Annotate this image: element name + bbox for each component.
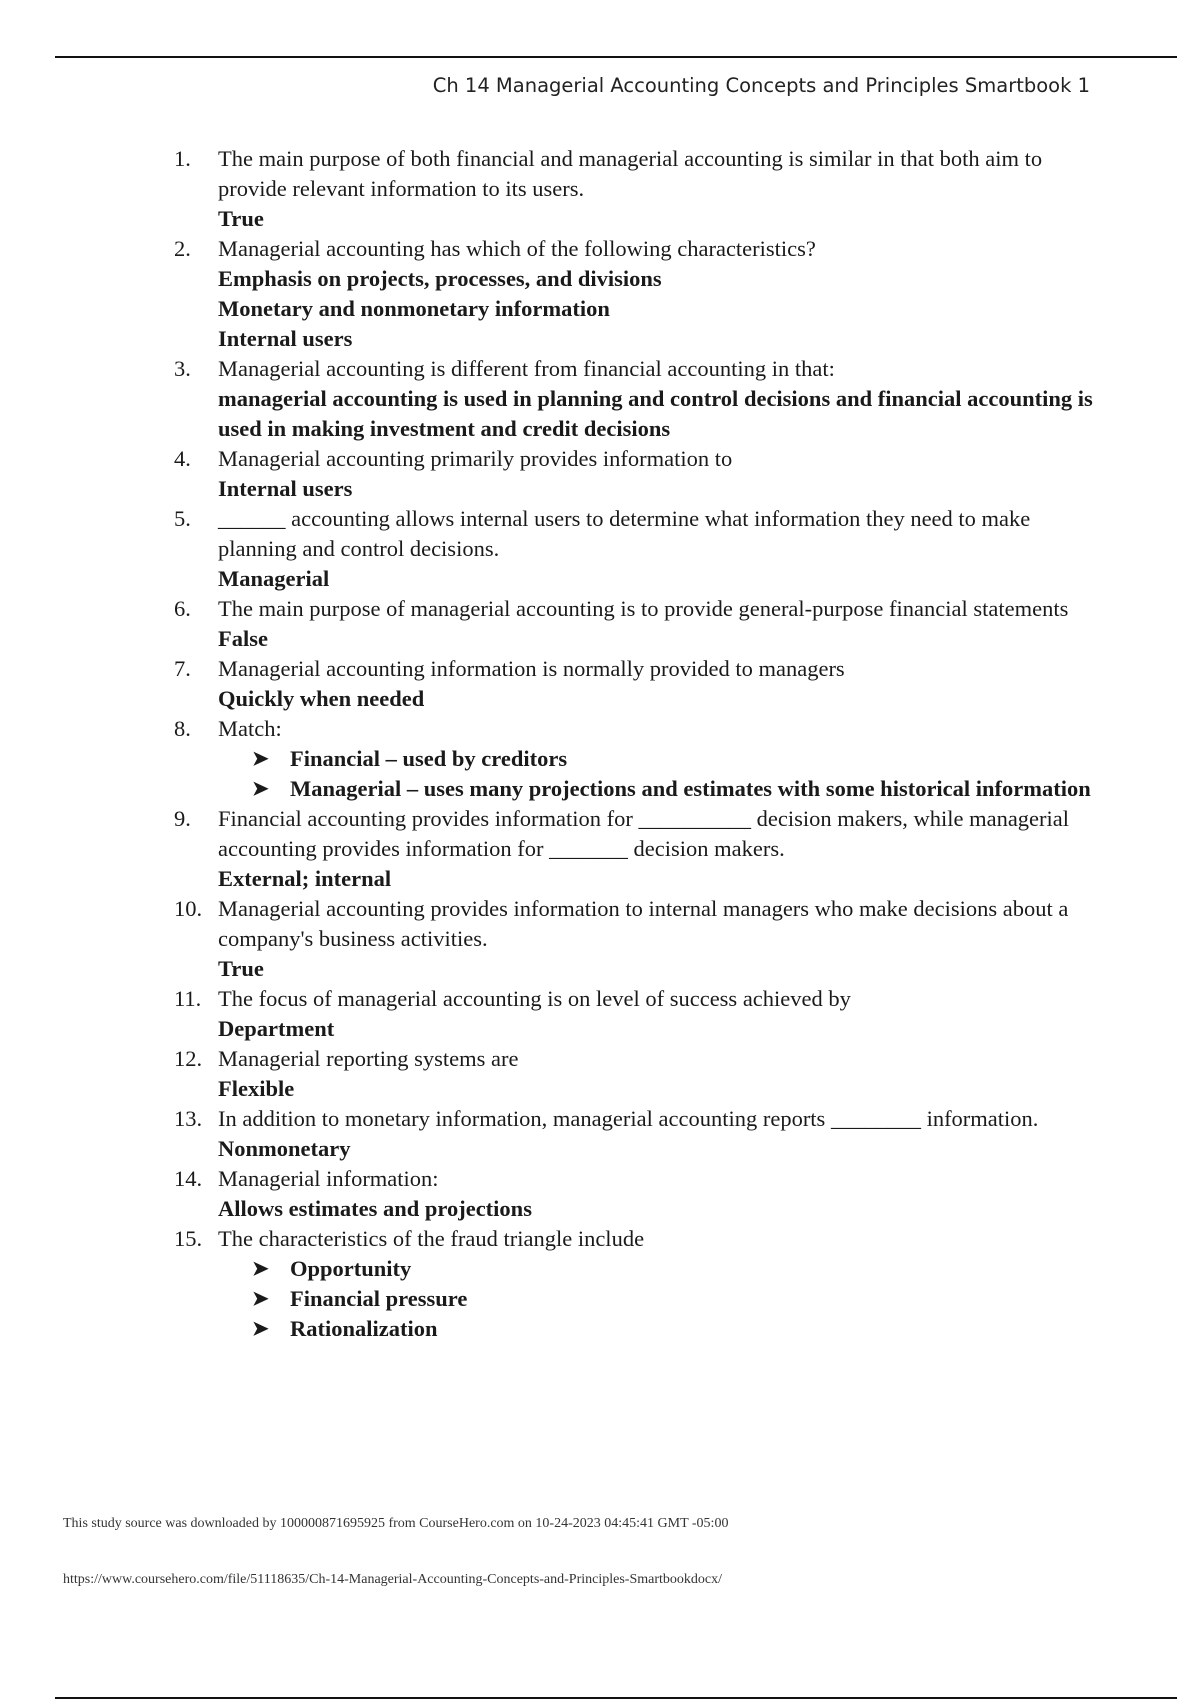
answer-bullet-text: Opportunity — [290, 1256, 412, 1281]
answer-text: Monetary and nonmonetary information — [218, 296, 610, 321]
bottom-rule — [55, 1697, 1177, 1699]
question-number: 12. — [174, 1046, 203, 1071]
question-item — [174, 144, 1098, 234]
question-item — [174, 444, 1098, 504]
question-item — [174, 594, 1098, 654]
answer-text: Flexible — [218, 1076, 295, 1101]
question-list — [174, 144, 1098, 1344]
source-url: https://www.coursehero.com/file/51118635/Ch-14-Managerial-Accounting-Concepts-and-Principles-Smartbookdocx/ — [63, 1572, 723, 1587]
answer-bullet-item — [218, 1314, 1098, 1344]
answer-text: Internal users — [218, 326, 353, 351]
question-text: The main purpose of both financial and managerial accounting is similar in that both aim to provide relevant information to its users. — [218, 146, 1043, 201]
question-number: 3. — [174, 356, 191, 381]
arrow-bullet-icon: ➤ — [252, 1258, 269, 1280]
question-text: Managerial accounting primarily provides information to — [218, 446, 733, 471]
answer-bullet-item — [218, 1254, 1098, 1284]
arrow-bullet-icon: ➤ — [252, 778, 269, 800]
answer-bullet-item — [218, 774, 1098, 804]
question-text: Managerial accounting information is normally provided to managers — [218, 656, 845, 681]
question-number: 8. — [174, 716, 191, 741]
question-number: 1. — [174, 146, 191, 171]
arrow-bullet-icon: ➤ — [252, 1318, 269, 1340]
question-item — [174, 654, 1098, 714]
question-item — [174, 1164, 1098, 1224]
question-number: 10. — [174, 896, 203, 921]
answer-text: Managerial — [218, 566, 330, 591]
question-item — [174, 1044, 1098, 1104]
question-number: 2. — [174, 236, 191, 261]
question-item — [174, 1104, 1098, 1164]
answer-bullet-list — [218, 1254, 1098, 1344]
answer-text: External; internal — [218, 866, 392, 891]
question-text: The characteristics of the fraud triangle include — [218, 1226, 645, 1251]
answer-bullet-item — [218, 1284, 1098, 1314]
answer-text: Emphasis on projects, processes, and divisions — [218, 266, 662, 291]
question-number: 13. — [174, 1106, 203, 1131]
answer-text: Allows estimates and projections — [218, 1196, 532, 1221]
question-number: 5. — [174, 506, 191, 531]
question-item — [174, 1224, 1098, 1344]
question-item — [174, 714, 1098, 804]
answer-text: Quickly when needed — [218, 686, 425, 711]
question-text: Match: — [218, 716, 282, 741]
answer-text: managerial accounting is used in planning and control decisions and financial accounting is used in making investment and credit decisions — [218, 386, 1093, 441]
arrow-bullet-icon: ➤ — [252, 1288, 269, 1310]
question-number: 11. — [174, 986, 202, 1011]
question-text: Managerial accounting is different from financial accounting in that: — [218, 356, 835, 381]
question-number: 9. — [174, 806, 191, 831]
question-number: 6. — [174, 596, 191, 621]
download-source-note: This study source was downloaded by 100000871695925 from CourseHero.com on 10-24-2023 04:45:41 GMT -05:00 — [63, 1516, 729, 1531]
answer-text: Nonmonetary — [218, 1136, 351, 1161]
question-number: 14. — [174, 1166, 203, 1191]
question-item — [174, 354, 1098, 444]
answer-bullet-list — [218, 744, 1098, 804]
page-header-title: Ch 14 Managerial Accounting Concepts and Principles Smartbook 1 — [432, 74, 1090, 97]
answer-text: Department — [218, 1016, 335, 1041]
question-number: 15. — [174, 1226, 203, 1251]
answer-text: False — [218, 626, 268, 651]
question-text: The main purpose of managerial accounting is to provide general-purpose financial statements — [218, 596, 1069, 621]
answer-text: True — [218, 206, 264, 231]
question-text: Managerial accounting has which of the following characteristics? — [218, 236, 816, 261]
answer-bullet-text: Managerial – uses many projections and estimates with some historical information — [290, 776, 1091, 801]
answer-bullet-text: Rationalization — [290, 1316, 438, 1341]
top-rule — [55, 56, 1177, 58]
question-item — [174, 234, 1098, 354]
question-number: 7. — [174, 656, 191, 681]
question-item — [174, 894, 1098, 984]
question-text: Managerial information: — [218, 1166, 439, 1191]
question-text: Financial accounting provides information for __________ decision makers, while managerial accounting provides information for _______ decision makers. — [218, 806, 1070, 861]
question-text: The focus of managerial accounting is on level of success achieved by — [218, 986, 851, 1011]
question-number: 4. — [174, 446, 191, 471]
arrow-bullet-icon: ➤ — [252, 748, 269, 770]
question-item — [174, 984, 1098, 1044]
question-text: Managerial reporting systems are — [218, 1046, 519, 1071]
answer-text: True — [218, 956, 264, 981]
answer-bullet-text: Financial – used by creditors — [290, 746, 568, 771]
answer-text: Internal users — [218, 476, 353, 501]
question-text: In addition to monetary information, managerial accounting reports ________ information. — [218, 1106, 1039, 1131]
answer-bullet-text: Financial pressure — [290, 1286, 468, 1311]
question-text: Managerial accounting provides information to internal managers who make decisions about a company's business activities. — [218, 896, 1069, 951]
question-text: ______ accounting allows internal users to determine what information they need to make planning and control decisions. — [218, 506, 1031, 561]
question-item — [174, 804, 1098, 894]
answer-bullet-item — [218, 744, 1098, 774]
question-item — [174, 504, 1098, 594]
